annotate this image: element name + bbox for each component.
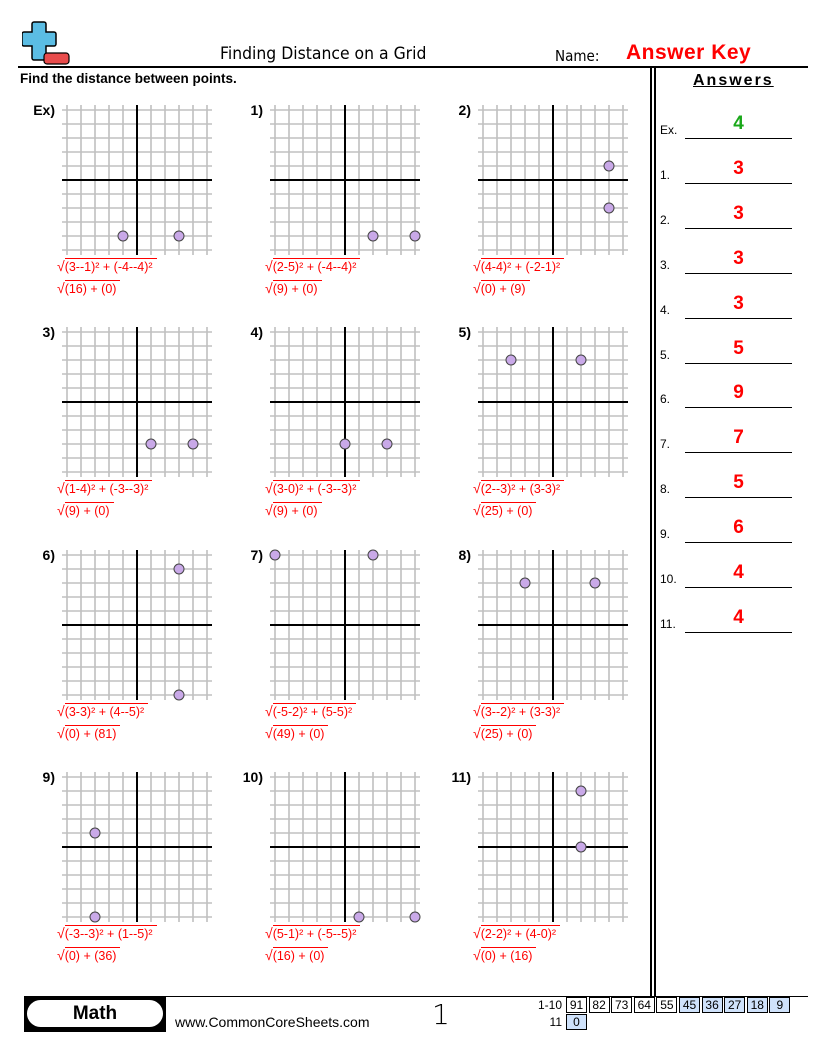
plotted-point [506, 355, 516, 365]
answer-line [685, 318, 792, 319]
answer-row [660, 382, 792, 408]
square-root-icon: √ [57, 925, 65, 941]
answer-line [685, 497, 792, 498]
answer-number: 1. [660, 167, 671, 182]
answer-value: 3 [733, 157, 744, 179]
score-cell: 55 [656, 997, 677, 1013]
plus-minus-logo-icon [22, 20, 70, 66]
distance-formula: √(5-1)² + (-5--5)² [265, 925, 360, 941]
distance-formula: √(-3--3)² + (1--5)² [57, 925, 157, 941]
website-link[interactable]: www.CommonCoreSheets.com [175, 1014, 370, 1030]
score-cell: 91 [566, 997, 587, 1013]
square-root-icon: √ [265, 280, 273, 296]
plotted-point [410, 231, 420, 241]
plotted-point [90, 912, 100, 922]
plotted-point [410, 912, 420, 922]
coordinate-grid [58, 768, 216, 926]
distance-formula-simplified: √(0) + (16) [473, 947, 536, 963]
coordinate-grid [474, 323, 632, 481]
score-cell: 73 [611, 997, 632, 1013]
distance-formula-simplified: √(9) + (0) [57, 502, 114, 518]
answer-row [660, 606, 792, 633]
answer-value: 7 [733, 427, 744, 449]
plotted-point [270, 550, 280, 560]
square-root-icon: √ [265, 480, 273, 496]
score-cell: 0 [566, 1014, 587, 1030]
square-root-icon: √ [473, 280, 481, 296]
answer-value: 5 [733, 472, 744, 494]
distance-formula-simplified: √(0) + (36) [57, 947, 120, 963]
square-root-icon: √ [57, 725, 65, 741]
answer-row [660, 202, 792, 229]
score-cell: 36 [702, 997, 723, 1013]
plotted-point [188, 439, 198, 449]
square-root-icon: √ [265, 925, 273, 941]
coordinate-grid [474, 101, 632, 259]
distance-formula: √(3-3)² + (4--5)² [57, 703, 148, 719]
answer-line [685, 138, 792, 139]
plotted-point [354, 912, 364, 922]
answer-value: 3 [733, 247, 744, 269]
answer-number: 5. [660, 347, 671, 362]
square-root-icon: √ [265, 502, 273, 518]
answer-number: 4. [660, 302, 671, 317]
answer-number: 10. [660, 572, 677, 586]
answer-row [660, 247, 792, 274]
square-root-icon: √ [57, 258, 65, 274]
plotted-point [174, 690, 184, 700]
square-root-icon: √ [57, 502, 65, 518]
plotted-point [520, 578, 530, 588]
answer-number: 8. [660, 482, 671, 497]
score-cell: 45 [679, 997, 700, 1013]
plotted-point [118, 231, 128, 241]
answer-line [685, 228, 792, 229]
name-value: Answer Key [626, 41, 752, 64]
square-root-icon: √ [473, 703, 481, 719]
square-root-icon: √ [265, 725, 273, 741]
answer-number: 7. [660, 437, 671, 452]
answer-line [685, 273, 792, 274]
coordinate-grid [58, 546, 216, 704]
answer-row [660, 472, 792, 498]
score-row-label: 11 [549, 1015, 562, 1029]
plotted-point [368, 231, 378, 241]
answer-line [685, 542, 792, 543]
answer-value: 4 [733, 113, 744, 134]
distance-formula: √(2-2)² + (4-0)² [473, 925, 560, 941]
score-row-label: 1-10 [537, 998, 562, 1012]
distance-formula: √(2--3)² + (3-3)² [473, 480, 564, 496]
problem-label: 10) [242, 769, 263, 785]
answer-number: 11. [660, 616, 676, 631]
answer-line [685, 183, 792, 184]
distance-formula: √(2-5)² + (-4--4)² [265, 258, 360, 274]
answer-line [685, 407, 792, 408]
problem-label: Ex) [33, 102, 55, 118]
answer-row [660, 157, 792, 184]
score-cell: 18 [747, 997, 768, 1013]
score-cell: 27 [724, 997, 745, 1013]
distance-formula-simplified: √(9) + (0) [265, 502, 322, 518]
name-label: Name: [555, 47, 600, 65]
subject-label: Math [27, 1000, 163, 1027]
answers-heading: Answers [693, 72, 774, 89]
answer-value: 3 [733, 292, 744, 314]
answer-value: 6 [733, 517, 744, 539]
square-root-icon: √ [473, 925, 481, 941]
answer-row [660, 562, 792, 588]
square-root-icon: √ [473, 480, 481, 496]
distance-formula: √(3--2)² + (3-3)² [473, 703, 564, 719]
page-number: 1 [432, 998, 450, 1031]
coordinate-grid [474, 546, 632, 704]
coordinate-grid [266, 768, 424, 926]
plotted-point [576, 786, 586, 796]
plotted-point [576, 355, 586, 365]
plotted-point [340, 439, 350, 449]
coordinate-grid [266, 101, 424, 259]
distance-formula-simplified: √(25) + (0) [473, 725, 536, 741]
answer-number: 6. [660, 392, 671, 407]
coordinate-grid [474, 768, 632, 926]
answer-line [685, 587, 792, 588]
problem-label: 11) [451, 769, 471, 785]
instructions: Find the distance between points. [20, 71, 237, 86]
answer-row [660, 292, 792, 319]
plotted-point [382, 439, 392, 449]
coordinate-grid [266, 323, 424, 481]
problem-label: 8) [458, 547, 471, 563]
square-root-icon: √ [57, 480, 65, 496]
score-cell: 82 [589, 997, 610, 1013]
answer-row [660, 427, 792, 453]
square-root-icon: √ [57, 947, 65, 963]
answer-value: 5 [733, 337, 744, 359]
distance-formula-simplified: √(0) + (81) [57, 725, 120, 741]
answer-row [660, 517, 792, 543]
answers-column-divider-inner [654, 68, 656, 996]
problem-label: 2) [458, 102, 471, 118]
plotted-point [576, 842, 586, 852]
answers-column-divider [650, 68, 652, 996]
answer-value: 4 [733, 606, 744, 628]
square-root-icon: √ [473, 725, 481, 741]
plotted-point [604, 161, 614, 171]
square-root-icon: √ [265, 258, 273, 274]
answer-line [685, 363, 792, 364]
answer-number: 9. [660, 527, 671, 542]
plotted-point [90, 828, 100, 838]
plotted-point [146, 439, 156, 449]
distance-formula: √(1-4)² + (-3--3)² [57, 480, 152, 496]
problem-label: 7) [250, 547, 263, 563]
coordinate-grid [58, 101, 216, 259]
header-divider [18, 66, 808, 68]
problem-label: 9) [42, 769, 55, 785]
square-root-icon: √ [473, 258, 481, 274]
problem-label: 3) [42, 324, 55, 340]
distance-formula-simplified: √(16) + (0) [265, 947, 328, 963]
answer-value: 3 [733, 202, 744, 224]
distance-formula: √(4-4)² + (-2-1)² [473, 258, 564, 274]
score-cell: 9 [769, 997, 790, 1013]
square-root-icon: √ [265, 703, 273, 719]
plotted-point [174, 564, 184, 574]
coordinate-grid [266, 546, 424, 704]
plotted-point [174, 231, 184, 241]
worksheet-title: Finding Distance on a Grid [220, 44, 427, 64]
answer-row [660, 113, 792, 139]
answer-line [685, 632, 792, 633]
answer-value: 4 [733, 562, 744, 583]
distance-formula: √(3-0)² + (-3--3)² [265, 480, 360, 496]
problem-label: 1) [250, 102, 263, 118]
problem-label: 5) [458, 324, 471, 340]
answer-row [660, 337, 792, 364]
square-root-icon: √ [473, 502, 481, 518]
plotted-point [590, 578, 600, 588]
square-root-icon: √ [57, 280, 65, 296]
plotted-point [368, 550, 378, 560]
answer-line [685, 452, 792, 453]
distance-formula: √(-5-2)² + (5-5)² [265, 703, 356, 719]
distance-formula-simplified: √(25) + (0) [473, 502, 536, 518]
coordinate-grid [58, 323, 216, 481]
answer-number: 3. [660, 257, 671, 272]
problem-label: 4) [250, 324, 263, 340]
score-cell: 64 [634, 997, 655, 1013]
answer-number: 2. [660, 212, 671, 227]
distance-formula-simplified: √(0) + (9) [473, 280, 530, 296]
square-root-icon: √ [57, 703, 65, 719]
distance-formula-simplified: √(16) + (0) [57, 280, 120, 296]
answer-value: 9 [733, 382, 744, 404]
problem-label: 6) [42, 547, 55, 563]
distance-formula-simplified: √(49) + (0) [265, 725, 328, 741]
square-root-icon: √ [473, 947, 481, 963]
distance-formula-simplified: √(9) + (0) [265, 280, 322, 296]
square-root-icon: √ [265, 947, 273, 963]
answer-number: Ex. [660, 123, 678, 137]
subject-badge [24, 996, 166, 1032]
plotted-point [604, 203, 614, 213]
distance-formula: √(3--1)² + (-4--4)² [57, 258, 157, 274]
